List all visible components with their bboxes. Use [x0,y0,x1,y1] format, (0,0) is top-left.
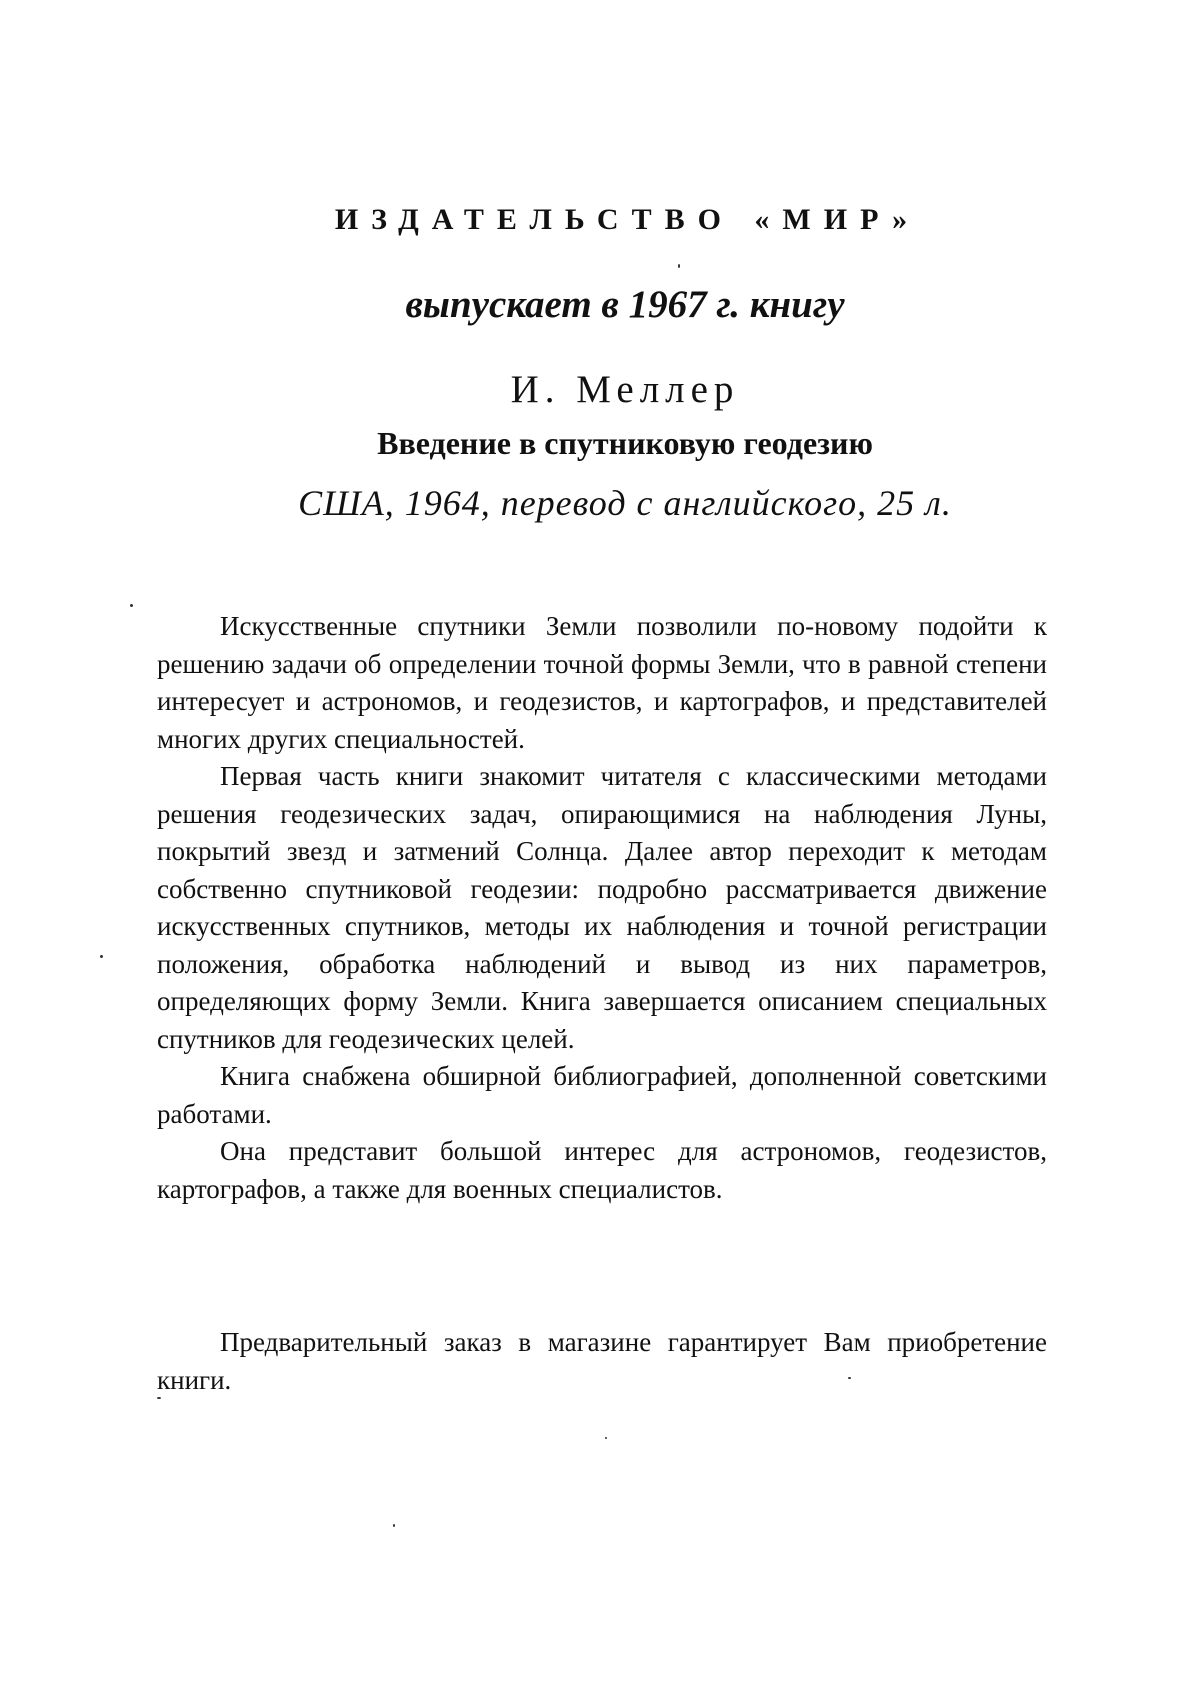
book-author: И. Меллер [510,368,740,411]
scan-speck [130,604,133,607]
book-description [157,608,1047,1208]
scan-speck [100,955,103,958]
scan-speck [605,1437,607,1439]
scan-speck [393,1524,395,1527]
publisher-heading: ИЗДАТЕЛЬСТВО «МИР» [334,203,921,236]
description-paragraph: Искусственные спутники Земли позволили по-новому подойти к решению задачи об определении точной формы Земли, что в равной степени интересует и астрономов, и геодезистов, и картографов, и представителей многих других специальностей. [157,611,1047,754]
scan-speck [848,1377,851,1379]
order-note [157,1324,1047,1399]
description-paragraph: Она представит большой интерес для астрономов, геодезистов, картографов, а также для военных специалистов. [157,1136,1047,1204]
tagline: выпускает в 1967 г. книгу [405,283,845,326]
book-meta: США, 1964, перевод с английского, 25 л. [298,483,952,523]
scan-speck [678,264,680,268]
book-title: Введение в спутниковую геодезию [377,425,873,461]
scan-speck [157,1397,161,1399]
description-paragraph: Книга снабжена обширной библиографией, дополненной советскими работами. [157,1061,1047,1129]
description-paragraph: Первая часть книги знакомит читателя с классическими методами решения геодезических задач, опирающимися на наблюдения Луны, покрытий звезд и затмений Солнца. Далее автор переходит к методам собственно спутниковой геодезии: подробно рассматривается движение искусственных спутников, методы их наблюдения и точной регистрации положения, обработка наблюдений и вывод из них параметров, определяющих форму Земли. Книга завершается описанием специальных спутников для геодезических целей. [157,761,1047,1054]
order-note-text: Предварительный заказ в магазине гарантирует Вам приобретение книги. [157,1327,1047,1395]
